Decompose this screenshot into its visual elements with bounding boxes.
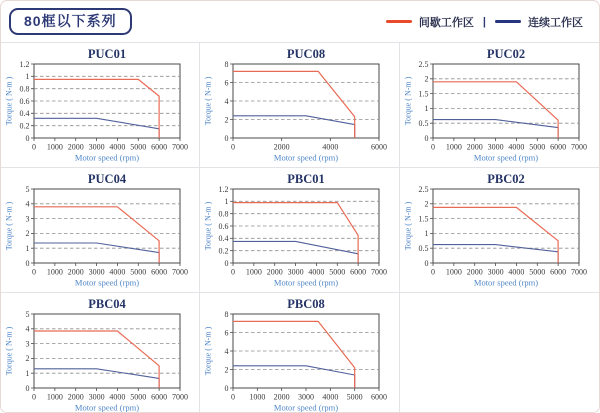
x-tick-label: 0 — [231, 267, 235, 277]
y-tick-label: 0.4 — [218, 234, 229, 244]
x-tick-label: 2000 — [466, 267, 483, 277]
y-tick-label: 0.6 — [19, 96, 30, 106]
y-tick-label: 1.2 — [19, 59, 30, 69]
x-tick-label: 4000 — [322, 142, 339, 152]
x-axis-label: Motor speed (rpm) — [273, 152, 339, 163]
y-tick-label: 1.5 — [418, 89, 429, 99]
continuous-curve — [433, 245, 558, 263]
chart-canvas — [1, 168, 200, 293]
x-tick-label: 1000 — [46, 267, 63, 277]
y-tick-label: 0 — [25, 258, 30, 268]
y-tick-label: 0 — [25, 383, 30, 393]
chart-title: PBC02 — [487, 172, 525, 186]
x-tick-label: 0 — [32, 267, 36, 277]
chart-cell-puc08 — [200, 43, 400, 168]
y-tick-label: 1 — [25, 72, 30, 82]
x-tick-label: 7000 — [172, 392, 188, 402]
x-tick-label: 5000 — [130, 392, 147, 402]
empty-cell — [400, 293, 599, 413]
legend — [386, 14, 583, 30]
continuous-curve — [233, 241, 358, 263]
y-tick-label: 2 — [424, 74, 429, 84]
y-tick-label: 0.5 — [418, 244, 429, 253]
x-tick-label: 5000 — [130, 142, 147, 152]
x-tick-label: 7000 — [571, 142, 587, 152]
x-axis-label: Motor speed (rpm) — [74, 277, 140, 288]
chart-title: PUC02 — [486, 47, 526, 61]
y-tick-label: 0.2 — [19, 121, 30, 131]
x-tick-label: 0 — [431, 142, 435, 152]
x-tick-label: 5000 — [529, 142, 546, 152]
legend-separator: | — [482, 15, 486, 28]
x-tick-label: 3000 — [487, 267, 504, 277]
x-tick-label: 5000 — [529, 267, 546, 277]
y-tick-label: 2 — [424, 199, 429, 209]
chart-title: PUC04 — [87, 172, 127, 186]
y-tick-label: 1 — [424, 229, 429, 239]
intermittent-curve — [34, 79, 159, 138]
continuous-curve — [34, 118, 159, 138]
y-axis-label: Torque ( N-m ) — [403, 201, 413, 251]
y-tick-label: 0 — [424, 133, 429, 143]
y-tick-label: 2 — [224, 365, 229, 375]
x-tick-label: 4000 — [322, 392, 339, 402]
y-tick-label: 3 — [25, 214, 30, 224]
charts-grid — [1, 42, 599, 413]
chart-canvas — [1, 293, 200, 413]
y-tick-label: 0 — [224, 133, 229, 143]
y-tick-label: 0 — [224, 383, 229, 393]
series-title: 80框以下系列 — [24, 13, 117, 29]
x-axis-label: Motor speed (rpm) — [473, 277, 539, 288]
top-bar — [1, 1, 599, 42]
x-tick-label: 7000 — [571, 267, 587, 277]
x-tick-label: 2000 — [273, 392, 290, 402]
y-tick-label: 4 — [25, 324, 30, 334]
x-tick-label: 7000 — [172, 142, 188, 152]
y-tick-label: 0.2 — [218, 246, 229, 256]
y-tick-label: 4 — [224, 96, 229, 106]
chart-canvas — [200, 43, 399, 168]
y-tick-label: 1 — [25, 369, 30, 378]
x-axis-label: Motor speed (rpm) — [273, 277, 339, 288]
intermittent-curve — [233, 321, 355, 388]
x-tick-label: 0 — [32, 392, 36, 402]
x-tick-label: 7000 — [371, 267, 387, 277]
x-tick-label: 6000 — [151, 267, 168, 277]
x-tick-label: 2000 — [266, 267, 283, 277]
x-tick-label: 2000 — [466, 142, 483, 152]
chart-canvas — [400, 168, 599, 293]
x-tick-label: 0 — [231, 392, 235, 402]
chart-canvas — [400, 43, 599, 168]
y-tick-label: 1 — [424, 104, 429, 114]
chart-canvas — [200, 293, 399, 413]
x-tick-label: 1000 — [249, 392, 266, 402]
y-tick-label: 5 — [25, 309, 30, 319]
y-axis-label: Torque ( N-m ) — [4, 326, 14, 376]
intermittent-line-swatch — [386, 20, 412, 23]
chart-title: PBC01 — [287, 172, 325, 186]
chart-title: PBC08 — [287, 297, 325, 311]
y-tick-label: 0.5 — [418, 119, 429, 128]
y-tick-label: 2 — [224, 115, 229, 125]
y-tick-label: 1 — [224, 197, 229, 207]
x-tick-label: 5000 — [346, 392, 363, 402]
x-tick-label: 4000 — [109, 392, 126, 402]
x-tick-label: 2000 — [273, 142, 290, 152]
x-tick-label: 5000 — [130, 267, 147, 277]
y-tick-label: 0 — [224, 258, 229, 268]
x-tick-label: 6000 — [151, 142, 168, 152]
chart-cell-pbc08 — [200, 293, 400, 413]
x-tick-label: 2000 — [67, 267, 84, 277]
legend-item-continuous — [495, 14, 583, 30]
x-tick-label: 3000 — [88, 392, 105, 402]
y-tick-label: 0.6 — [218, 221, 229, 231]
x-tick-label: 4000 — [508, 142, 525, 152]
intermittent-curve — [34, 331, 159, 388]
y-tick-label: 0.8 — [19, 84, 30, 94]
y-tick-label: 0 — [424, 258, 429, 268]
y-axis-label: Torque ( N-m ) — [4, 201, 14, 251]
y-tick-label: 2 — [25, 229, 30, 239]
y-tick-label: 3 — [25, 339, 30, 349]
x-axis-label: Motor speed (rpm) — [273, 402, 339, 413]
x-tick-label: 0 — [32, 142, 36, 152]
x-tick-label: 4000 — [109, 267, 126, 277]
x-tick-label: 6000 — [151, 392, 168, 402]
x-tick-label: 6000 — [371, 392, 387, 402]
y-axis-label: Torque ( N-m ) — [203, 76, 213, 126]
y-axis-label: Torque ( N-m ) — [403, 76, 413, 126]
x-tick-label: 4000 — [508, 267, 525, 277]
x-tick-label: 6000 — [550, 142, 567, 152]
y-tick-label: 8 — [224, 59, 229, 69]
continuous-label: 连续工作区 — [528, 16, 583, 29]
legend-item-intermittent — [386, 14, 474, 30]
continuous-curve — [34, 369, 159, 388]
y-tick-label: 1.2 — [218, 184, 229, 194]
x-tick-label: 4000 — [308, 267, 325, 277]
y-tick-label: 2 — [25, 354, 30, 364]
y-tick-label: 6 — [224, 78, 229, 88]
chart-canvas — [1, 43, 200, 168]
x-tick-label: 5000 — [329, 267, 346, 277]
x-tick-label: 3000 — [487, 142, 504, 152]
y-tick-label: 0 — [25, 133, 30, 143]
x-tick-label: 1000 — [445, 142, 462, 152]
plot-area — [433, 64, 579, 138]
chart-cell-puc02 — [400, 43, 599, 168]
y-tick-label: 0.8 — [218, 209, 229, 219]
chart-canvas — [200, 168, 399, 293]
y-tick-label: 5 — [25, 184, 30, 194]
chart-cell-puc01 — [1, 43, 200, 168]
chart-title: PUC01 — [87, 47, 127, 61]
y-tick-label: 1.5 — [418, 214, 429, 224]
x-tick-label: 1000 — [46, 392, 63, 402]
x-tick-label: 0 — [431, 267, 435, 277]
chart-title: PUC08 — [286, 47, 326, 61]
x-tick-label: 3000 — [88, 142, 105, 152]
x-tick-label: 1000 — [245, 267, 262, 277]
y-tick-label: 4 — [224, 346, 229, 356]
chart-cell-pbc04 — [1, 293, 200, 413]
intermittent-curve — [233, 71, 355, 138]
x-axis-label: Motor speed (rpm) — [473, 152, 539, 163]
continuous-curve — [34, 243, 159, 263]
chart-title: PBC04 — [88, 297, 126, 311]
intermittent-curve — [233, 203, 358, 263]
y-tick-label: 6 — [224, 328, 229, 338]
y-tick-label: 8 — [224, 309, 229, 319]
x-tick-label: 1000 — [46, 142, 63, 152]
plot-area — [34, 314, 180, 388]
y-tick-label: 1 — [25, 244, 30, 253]
y-tick-label: 2.5 — [418, 184, 429, 194]
x-tick-label: 3000 — [88, 267, 105, 277]
x-tick-label: 3000 — [298, 392, 314, 402]
continuous-curve — [433, 120, 558, 138]
y-axis-label: Torque ( N-m ) — [203, 326, 213, 376]
x-axis-label: Motor speed (rpm) — [74, 402, 140, 413]
y-tick-label: 2.5 — [418, 59, 429, 69]
series-title-badge — [9, 8, 132, 35]
chart-cell-pbc02 — [400, 168, 599, 293]
intermittent-label: 间歇工作区 — [418, 16, 474, 29]
x-tick-label: 6000 — [550, 267, 567, 277]
x-tick-label: 4000 — [109, 142, 126, 152]
x-tick-label: 0 — [231, 142, 235, 152]
intermittent-curve — [433, 82, 558, 138]
continuous-line-swatch — [495, 20, 521, 23]
chart-cell-pbc01 — [200, 168, 400, 293]
y-tick-label: 0.4 — [19, 109, 30, 119]
y-axis-label: Torque ( N-m ) — [4, 76, 14, 126]
x-tick-label: 6000 — [371, 142, 387, 152]
x-axis-label: Motor speed (rpm) — [74, 152, 140, 163]
x-tick-label: 2000 — [67, 142, 84, 152]
y-tick-label: 4 — [25, 199, 30, 209]
x-tick-label: 7000 — [172, 267, 188, 277]
chart-cell-puc04 — [1, 168, 200, 293]
x-tick-label: 3000 — [287, 267, 304, 277]
x-tick-label: 2000 — [67, 392, 84, 402]
y-axis-label: Torque ( N-m ) — [203, 201, 213, 251]
x-tick-label: 1000 — [445, 267, 462, 277]
x-tick-label: 6000 — [350, 267, 367, 277]
intermittent-curve — [433, 207, 558, 263]
intermittent-curve — [34, 207, 159, 263]
